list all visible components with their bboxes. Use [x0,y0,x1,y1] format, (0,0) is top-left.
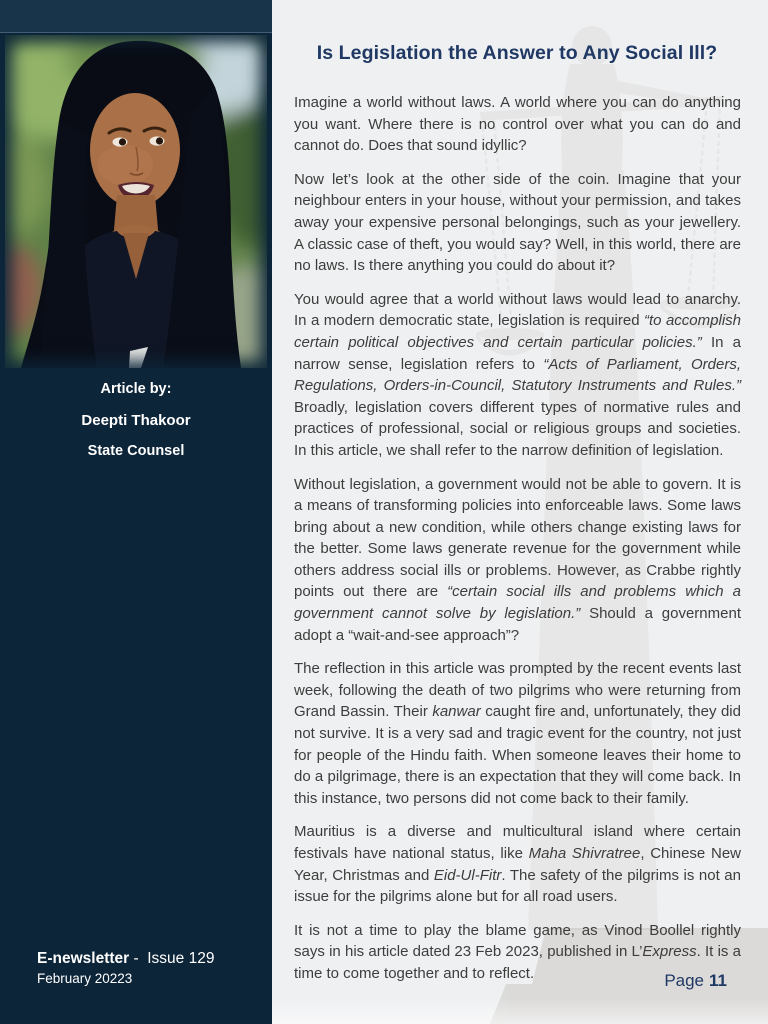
sidebar-footer [37,950,214,986]
author-role: State Counsel [87,443,185,459]
page-label: Page [664,971,705,990]
newsletter-name: E-newsletter [37,950,130,967]
byline-block [0,381,272,459]
article-paragraph: You would agree that a world without laws would lead to anarchy. In a modern democratic state, legislation is required “to accomplish certain political objectives and certain particular policies.” In a narrow sense, legislation refers to “Acts of Parliament, Orders, Regulations, Orders-in-Council, Statutory Instruments and Rules.” Broadly, legislation covers different types of normative rules and practices of professional, social or religious groups and societies. In this article, we shall refer to the narrow definition of legislation. [294,290,741,459]
sidebar-top-strip [0,0,272,33]
article-paragraph: Mauritius is a diverse and multicultural island where certain festivals have national status, like Maha Shivratree, Chinese New Year, Christmas and Eid-Ul-Fitr. The safety of the pilgrims is not an issue for the pilgrims alone but for all road users. [294,823,742,906]
bottom-fade [272,998,768,1024]
page-number [664,971,727,991]
article-paragraph: Without legislation, a government would not be able to govern. It is a means of transforming policies into enforceable laws. Some laws bring about a new condition, while others change existing laws for the better. Some laws generate revenue for the government while others address social ills or problems. However, as Crabbe rightly points out there are “certain social ills and problems which a government cannot solve by legislation.” Should a government adopt a “wait-and-see approach”? [294,475,741,644]
article-paragraph: The reflection in this article was prompted by the recent events last week, following the death of two pilgrims who were returning from Grand Bassin. Their kanwar caught fire and, unfortunately, they did not survive. It is a very sad and tragic event for the country, not just for people of the Hindu faith. When someone leaves their home to do a pilgrimage, there is an expectation that they will come back. In this instance, two persons did not come back to their family. [294,660,741,807]
author-name: Deepti Thakoor [81,412,191,429]
newsletter-issue [37,950,214,968]
article-paragraph: It is not a time to play the blame game, as Vinod Boollel rightly says in his article dated 23 Feb 2023, published in L’Express. It is a time to come together and to reflect. [294,921,741,982]
article-body [294,92,741,997]
article-page [272,0,768,1024]
issue-number: - Issue 129 [129,950,215,967]
sidebar [0,0,272,1024]
newsletter-date: February 20223 [37,971,133,986]
page-number-value: 11 [709,971,727,990]
article-paragraph: Now let’s look at the other side of the coin. Imagine that your neighbour enters in your house, without your permission, and takes away your expensive personal belongings, such as your jewellery. A classic case of theft, you would say? Well, in this world, there are no laws. Is there anything you could do about it? [294,170,741,275]
author-photo [5,35,267,368]
page-title: Is Legislation the Answer to Any Social Ill? [316,42,718,64]
article-paragraph: Imagine a world without laws. A world where you can do anything you want. Where there is no control over what you can do and cannot do. Does that sound idyllic? [294,94,741,155]
byline-label: Article by: [100,381,172,397]
